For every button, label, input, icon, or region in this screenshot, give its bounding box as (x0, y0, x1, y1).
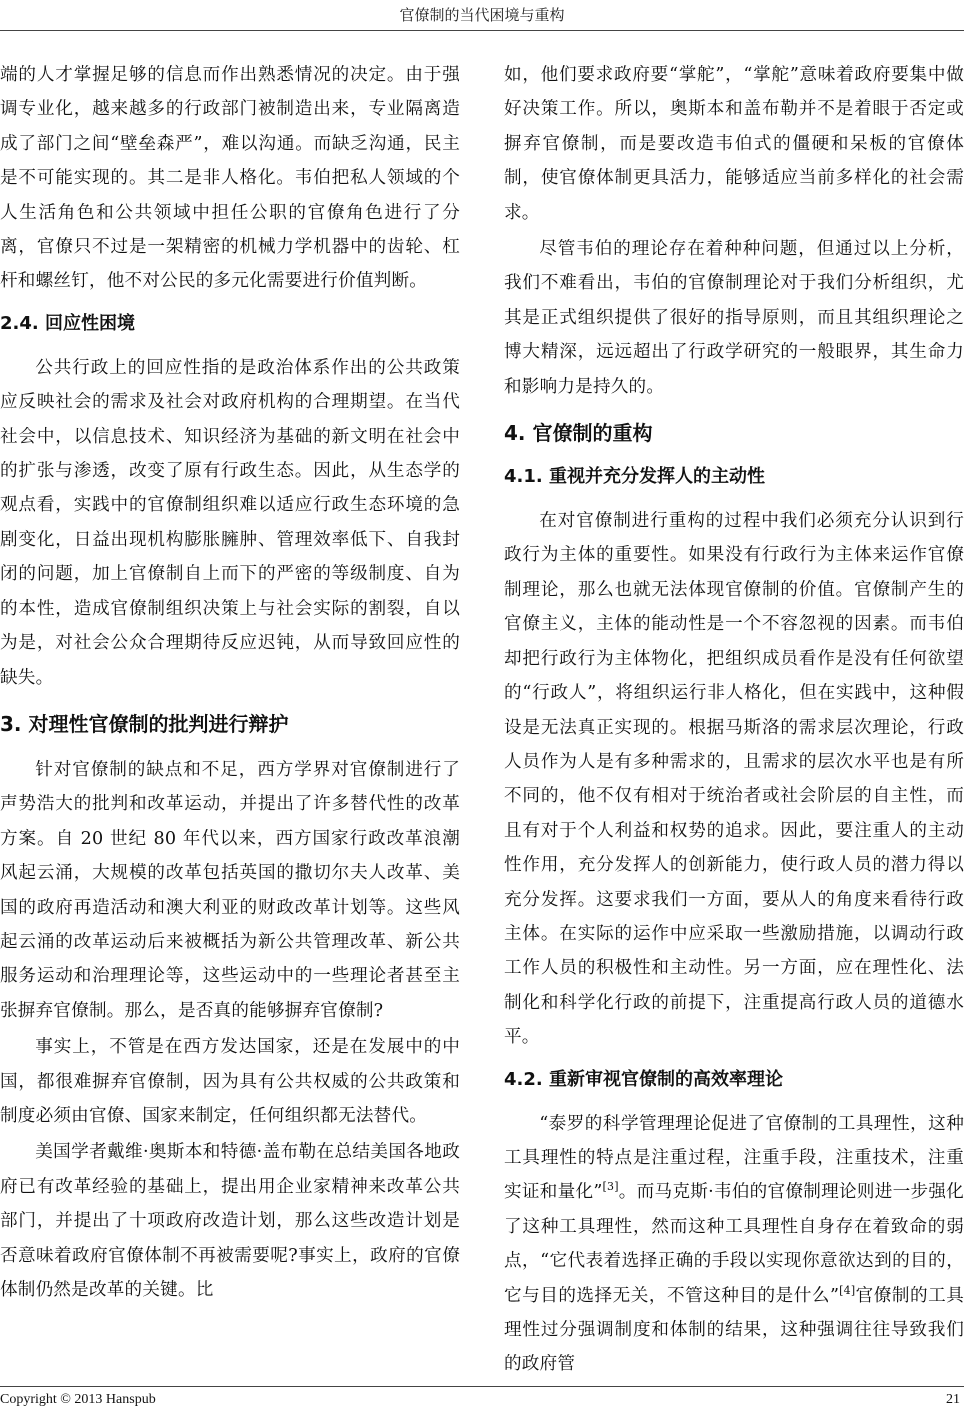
paragraph: 针对官僚制的缺点和不足，西方学界对官僚制进行了声势浩大的批判和改革运动，并提出了许多替代性的改革方案。自 20 世纪 80 年代以来，西方国家行政改革浪潮风起云涌，大规模的改革包括英国的撒切尔夫人改革、美国的政府再造活动和澳大利亚的财政改革计划等。这些风起云涌的改革运动后来被概括为新公共管理改革、新公共服务运动和治理理论等，这些运动中的一些理论者甚至主张摒弃官僚制。那么，是否真的能够摒弃官僚制? (0, 759, 460, 1021)
header-rule (0, 30, 964, 31)
right-column (504, 58, 964, 1384)
left-column (0, 58, 460, 1309)
paragraph: 端的人才掌握足够的信息而作出熟悉情况的决定。由于强调专业化，越来越多的行政部门被制造出来，专业隔离造成了部门之间“壁垒森严”，难以沟通。而缺乏沟通，民主是不可能实现的。其二是非人格化。韦伯把私人领域的个人生活角色和公共领域中担任公职的官僚角色进行了分离，官僚只不过是一架精密的机械力学机器中的齿轮、杠杆和螺丝钉，他不对公民的多元化需要进行价值判断。 (0, 65, 460, 292)
section-heading-4-1: 4.1. 重视并充分发挥人的主动性 (504, 466, 765, 488)
text-run: “泰罗的科学管理理论促进了官僚制的工具理性，这种工具理性的特点是注重过程，注重手段，注重技术，注重实证和量化” (504, 1113, 964, 1203)
paragraph: 如，他们要求政府要“掌舵”，“掌舵”意味着政府要集中做好决策工作。所以，奥斯本和盖布勒并不是着眼于否定或摒弃官僚制，而是要改造韦伯式的僵硬和呆板的官僚体制，使官僚体制更具活力，能够适应当前多样化的社会需求。 (504, 65, 964, 223)
citation-ref[interactable]: [3] (602, 1180, 619, 1194)
paragraph: 公共行政上的回应性指的是政治体系作出的公共政策应反映社会的需求及社会对政府机构的合理期望。在当代社会中，以信息技术、知识经济为基础的新文明在社会中的扩张与渗透，改变了原有行政生态。因此，从生态学的观点看，实践中的官僚制组织难以适应行政生态环境的急剧变化，日益出现机构膨胀臃肿、管理效率低下、自我封闭的问题，加上官僚制自上而下的严密的等级制度、自为的本性，造成官僚制组织决策上与社会实际的割裂，自以为是，对社会公众合理期待反应迟钝，从而导致回应性的缺失。 (0, 357, 460, 688)
section-heading-4: 4. 官僚制的重构 (504, 421, 653, 446)
paragraph: 美国学者戴维·奥斯本和特德·盖布勒在总结美国各地政府已有改革经验的基础上，提出用企业家精神来改革公共部门，并提出了十项政府改造计划，那么这些改造计划是否意味着政府官僚体制不再被需要呢?事实上，政府的官僚体制仍然是改革的关键。比 (0, 1142, 460, 1300)
paragraph: 尽管韦伯的理论存在着种种问题，但通过以上分析，我们不难看出，韦伯的官僚制理论对于我们分析组织，尤其是正式组织提供了很好的指导原则，而且其组织理论之博大精深，远远超出了行政学研究的一般眼界，其生命力和影响力是持久的。 (504, 239, 964, 397)
section-heading-4-2: 4.2. 重新审视官僚制的高效率理论 (504, 1068, 783, 1090)
footer-rule (0, 1386, 964, 1387)
text-run: 。而马克斯·韦伯的官僚制理论则进一步强化了这种工具理性，然而这种工具理性自身存在着致命的弱点，“它代表着选择正确的手段以实现你意欲达到的目的，它与目的选择无关，不管这种目的是什么” (504, 1182, 964, 1306)
paragraph: 事实上，不管是在西方发达国家，还是在发展中的中国，都很难摒弃官僚制，因为具有公共权威的公共政策和制度必须由官僚、国家来制定，任何组织都无法替代。 (0, 1037, 460, 1126)
section-heading-2-4: 2.4. 回应性困境 (0, 312, 135, 334)
paragraph (504, 1107, 964, 1382)
copyright: Copyright © 2013 Hanspub (0, 1392, 156, 1407)
section-heading-3: 3. 对理性官僚制的批判进行辩护 (0, 711, 289, 736)
page-number: 21 (946, 1392, 960, 1407)
running-header: 官僚制的当代困境与重构 (399, 6, 565, 24)
citation-ref[interactable]: [4] (839, 1283, 856, 1297)
paragraph: 在对官僚制进行重构的过程中我们必须充分认识到行政行为主体的重要性。如果没有行政行为主体来运作官僚制理论，那么也就无法体现官僚制的价值。官僚制产生的官僚主义，主体的能动性是一个不容忽视的因素。而韦伯却把行政行为主体物化，把组织成员看作是没有任何欲望的“行政人”，将组织运行非人格化，但在实践中，这种假设是无法真正实现的。根据马斯洛的需求层次理论，行政人员作为人是有多种需求的，且需求的层次水平也是有所不同的，他不仅有相对于统治者或社会阶层的自主性，而且有对于个人利益和权势的追求。因此，要注重人的主动性作用，充分发挥人的创新能力，使行政人员的潜力得以充分发挥。这要求我们一方面，要从人的角度来看待行政主体。在实际的运作中应采取一些激励措施，以调动行政工作人员的积极性和主动性。另一方面，应在理性化、法制化和科学化行政的前提下，注重提高行政人员的道德水平。 (504, 511, 964, 1048)
text-run: 官僚制的工具理性过分强调制度和体制的结果，这种强调往往导致我们的政府管 (504, 1285, 964, 1375)
